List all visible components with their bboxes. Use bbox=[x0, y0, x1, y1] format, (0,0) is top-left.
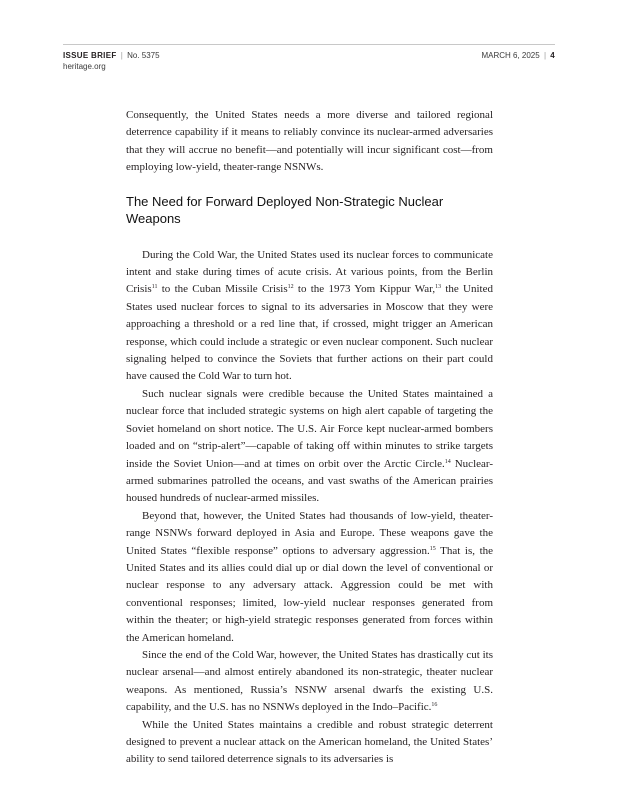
intro-paragraph: Consequently, the United States needs a more diverse and tailored regional deterrence capability if it means to reliably convince its nuclear-armed adversaries that they will accrue no benefit—and potentially will incur significant cost—from employing low-yield, theater-range NSNWs. bbox=[126, 109, 493, 174]
header-separator: | bbox=[120, 51, 123, 60]
page-number: 4 bbox=[550, 51, 555, 60]
footnote-ref-11[interactable]: 11 bbox=[151, 284, 158, 291]
p1-text-d: the United States used nuclear forces to signal to its adversaries in Moscow that they were approaching a threshold or a red line that, if crossed, might trigger an American response, which could include a strategic or even nuclear component. Such nuclear signaling helped to convince the Soviets that further actions on their part could have caused the Cold War to turn hot. bbox=[126, 283, 494, 383]
p3-text-a: Beyond that, however, the United States had thousands of low-yield, theater-range NSNWs forward deployed in Asia and Europe. These weapons gave the United States “flexible response” options to adversary aggression. bbox=[126, 509, 493, 557]
paragraph-1 bbox=[126, 247, 493, 386]
header-right bbox=[481, 50, 555, 61]
paragraph-5: While the United States maintains a credible and robust strategic deterrent designed to prevent a nuclear attack on the American homeland, the United States’ ability to send tailored deterrence signals to its adversaries is bbox=[126, 718, 493, 766]
p1-text-c: to the 1973 Yom Kippur War, bbox=[293, 283, 436, 296]
paragraph-3 bbox=[126, 508, 493, 647]
p2-text-a: Such nuclear signals were credible because the United States maintained a nuclear force that included strategic systems on high alert capable of targeting the Soviet homeland on short notice. The U.S. Air Force kept nuclear-armed bombers loaded and on “strip-alert”—capable of taking off within minutes to strike targets inside the Soviet Union—and at times on orbit over the Arctic Circle. bbox=[126, 387, 493, 470]
p1-text-b: to the Cuban Missile Crisis bbox=[157, 283, 288, 296]
footnote-ref-12[interactable]: 12 bbox=[287, 284, 294, 291]
issue-number: No. 5375 bbox=[127, 51, 160, 60]
issue-brief-label: ISSUE BRIEF bbox=[63, 51, 117, 60]
p3-text-b: That is, the United States and its allies could dial up or dial down the level of conventional or nuclear response to any adversary attack. Aggression could be met with conventional responses; limited, low-yield nuclear responses generated from within the theater; or high-yield strategic responses generated from forces within the American homeland. bbox=[126, 544, 494, 644]
publish-date: MARCH 6, 2025 bbox=[481, 51, 540, 60]
header-rule bbox=[63, 44, 555, 45]
footnote-ref-16[interactable]: 16 bbox=[431, 702, 438, 709]
section-heading: The Need for Forward Deployed Non-Strategic Nuclear Weapons bbox=[126, 193, 444, 226]
paragraph-4 bbox=[126, 647, 493, 717]
footnote-ref-14[interactable]: 14 bbox=[444, 458, 451, 465]
footnote-ref-15[interactable]: 15 bbox=[429, 545, 436, 552]
paragraph-2 bbox=[126, 386, 493, 508]
site-url[interactable]: heritage.org bbox=[63, 62, 106, 71]
p2-text-b: Nuclear-armed submarines patrolled the oceans, and vast swaths of the American prairies housed hundreds of nuclear-armed missiles. bbox=[126, 457, 493, 505]
article-body bbox=[126, 107, 493, 769]
header-separator-2: | bbox=[543, 51, 547, 60]
header-left bbox=[63, 50, 160, 72]
p4-text-a: Since the end of the Cold War, however, the United States has drastically cut its nuclear arsenal—and almost entirely abandoned its non-strategic, theater nuclear weapons. As mentioned, Russia’s NSNW arsenal dwarfs the existing U.S. capability, and the U.S. has no NSNWs deployed in the Indo–Pacific. bbox=[126, 648, 493, 714]
footnote-ref-13[interactable]: 13 bbox=[435, 284, 442, 291]
p1-text-a: During the Cold War, the United States used its nuclear forces to communicate intent and stake during times of acute crisis. At various points, from the Berlin Crisis bbox=[126, 248, 493, 296]
